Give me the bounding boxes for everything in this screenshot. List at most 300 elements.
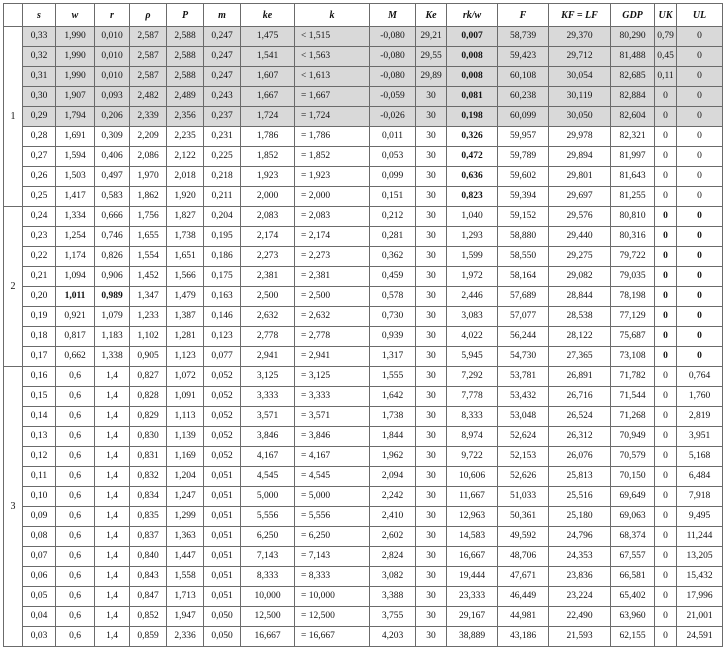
table-cell: 52,626 — [498, 467, 549, 487]
table-cell: 1,541 — [241, 47, 295, 67]
table-cell: 1,594 — [56, 147, 95, 167]
table-cell: 0,093 — [95, 87, 130, 107]
table-cell: 3,333 — [241, 387, 295, 407]
table-cell: 0,6 — [56, 387, 95, 407]
table-cell: 2,602 — [370, 527, 416, 547]
table-cell: 10,606 — [447, 467, 498, 487]
table-cell: 0,010 — [95, 27, 130, 47]
table-cell: 30 — [416, 487, 447, 507]
column-header-kf-lf: KF = LF — [549, 4, 611, 27]
table-cell: 79,035 — [611, 267, 655, 287]
table-row — [4, 307, 723, 327]
table-cell: 58,550 — [498, 247, 549, 267]
table-cell: 0,051 — [204, 467, 241, 487]
table-cell: 52,153 — [498, 447, 549, 467]
group-label: 2 — [4, 207, 23, 367]
table-cell: 1,691 — [56, 127, 95, 147]
table-cell: 0,211 — [204, 187, 241, 207]
table-cell: 30 — [416, 567, 447, 587]
table-cell: 0 — [677, 27, 723, 47]
table-cell: 0,04 — [23, 607, 56, 627]
table-cell: 59,602 — [498, 167, 549, 187]
table-cell: 0,764 — [677, 367, 723, 387]
table-cell: 29,576 — [549, 207, 611, 227]
table-cell: 11,244 — [677, 527, 723, 547]
table-cell: 8,333 — [447, 407, 498, 427]
table-cell: 2,122 — [167, 147, 204, 167]
table-cell: 0 — [677, 187, 723, 207]
group-label: 1 — [4, 27, 23, 207]
table-cell: 30 — [416, 367, 447, 387]
table-cell: 0 — [655, 247, 677, 267]
table-cell: 0,22 — [23, 247, 56, 267]
table-cell: 3,571 — [241, 407, 295, 427]
table-cell: 1,827 — [167, 207, 204, 227]
column-header-ke: ke — [241, 4, 295, 27]
table-cell: 0,31 — [23, 67, 56, 87]
table-cell: 0 — [655, 427, 677, 447]
table-cell: 62,155 — [611, 627, 655, 647]
table-cell: 26,524 — [549, 407, 611, 427]
table-cell: 65,402 — [611, 587, 655, 607]
table-cell: 0,45 — [655, 47, 677, 67]
table-cell: 0,186 — [204, 247, 241, 267]
table-cell: = 3,571 — [295, 407, 370, 427]
table-cell: 30 — [416, 407, 447, 427]
table-cell: = 5,556 — [295, 507, 370, 527]
table-cell: 1,293 — [447, 227, 498, 247]
table-cell: 1,4 — [95, 527, 130, 547]
table-cell: 0,11 — [655, 67, 677, 87]
table-cell: 0,05 — [23, 587, 56, 607]
table-row — [4, 387, 723, 407]
table-cell: 0,052 — [204, 407, 241, 427]
table-cell: 0,831 — [130, 447, 167, 467]
table-cell: 69,063 — [611, 507, 655, 527]
table-cell: 71,782 — [611, 367, 655, 387]
table-cell: 1,079 — [95, 307, 130, 327]
table-cell: 1,4 — [95, 547, 130, 567]
table-cell: 0,243 — [204, 87, 241, 107]
table-cell: 0,6 — [56, 627, 95, 647]
table-cell: = 10,000 — [295, 587, 370, 607]
table-cell: 30 — [416, 627, 447, 647]
table-cell: 0,07 — [23, 547, 56, 567]
table-cell: = 2,778 — [295, 327, 370, 347]
table-row — [4, 207, 723, 227]
table-cell: 0,636 — [447, 167, 498, 187]
table-cell: 0 — [677, 327, 723, 347]
table-cell: 30 — [416, 607, 447, 627]
table-cell: 0,472 — [447, 147, 498, 167]
table-cell: 2,381 — [241, 267, 295, 287]
table-cell: 38,889 — [447, 627, 498, 647]
table-cell: 0,829 — [130, 407, 167, 427]
table-row — [4, 327, 723, 347]
column-header-f: F — [498, 4, 549, 27]
column-header-w: w — [56, 4, 95, 27]
table-row — [4, 287, 723, 307]
table-cell: 0,906 — [95, 267, 130, 287]
table-cell: 0 — [655, 627, 677, 647]
table-cell: 0 — [655, 547, 677, 567]
table-cell: 30 — [416, 307, 447, 327]
table-cell: 2,587 — [130, 27, 167, 47]
table-cell: 2,632 — [241, 307, 295, 327]
table-cell: 0 — [677, 227, 723, 247]
table-cell: 0 — [655, 87, 677, 107]
table-cell: 75,687 — [611, 327, 655, 347]
table-cell: 1,363 — [167, 527, 204, 547]
table-cell: 1,923 — [241, 167, 295, 187]
table-row — [4, 247, 723, 267]
table-cell: 0,077 — [204, 347, 241, 367]
table-cell: 29,440 — [549, 227, 611, 247]
table-cell: < 1,515 — [295, 27, 370, 47]
table-cell: 0,835 — [130, 507, 167, 527]
table-cell: 21,001 — [677, 607, 723, 627]
table-cell: = 4,545 — [295, 467, 370, 487]
table-cell: 14,583 — [447, 527, 498, 547]
table-cell: 0,666 — [95, 207, 130, 227]
table-cell: 71,268 — [611, 407, 655, 427]
table-cell: 81,997 — [611, 147, 655, 167]
table-row — [4, 107, 723, 127]
table-cell: 0 — [655, 587, 677, 607]
table-cell: 1,479 — [167, 287, 204, 307]
table-cell: 2,588 — [167, 47, 204, 67]
table-cell: 30 — [416, 287, 447, 307]
table-cell: 0,28 — [23, 127, 56, 147]
table-cell: 0,247 — [204, 47, 241, 67]
table-cell: 2,410 — [370, 507, 416, 527]
table-cell: 1,281 — [167, 327, 204, 347]
table-cell: 0 — [655, 267, 677, 287]
table-cell: 1,947 — [167, 607, 204, 627]
data-table — [3, 3, 723, 647]
table-cell: 15,432 — [677, 567, 723, 587]
table-cell: 81,488 — [611, 47, 655, 67]
table-cell: 0 — [677, 167, 723, 187]
table-cell: 46,449 — [498, 587, 549, 607]
table-cell: 2,446 — [447, 287, 498, 307]
table-cell: 0,14 — [23, 407, 56, 427]
table-cell: 6,484 — [677, 467, 723, 487]
table-row — [4, 407, 723, 427]
table-cell: 1,169 — [167, 447, 204, 467]
table-row — [4, 227, 723, 247]
table-cell: 0,204 — [204, 207, 241, 227]
table-cell: 0,163 — [204, 287, 241, 307]
table-cell: = 6,250 — [295, 527, 370, 547]
table-cell: 30 — [416, 187, 447, 207]
column-header-big-ke: Ke — [416, 4, 447, 27]
table-cell: 63,960 — [611, 607, 655, 627]
table-cell: 30 — [416, 147, 447, 167]
table-cell: 60,108 — [498, 67, 549, 87]
table-cell: 60,099 — [498, 107, 549, 127]
table-cell: 0,247 — [204, 27, 241, 47]
table-cell: 0,837 — [130, 527, 167, 547]
table-cell: 16,667 — [241, 627, 295, 647]
table-cell: = 2,000 — [295, 187, 370, 207]
column-header-r: r — [95, 4, 130, 27]
table-cell: = 2,500 — [295, 287, 370, 307]
table-cell: 81,643 — [611, 167, 655, 187]
table-cell: 0,32 — [23, 47, 56, 67]
table-cell: 0,09 — [23, 507, 56, 527]
table-cell: = 1,923 — [295, 167, 370, 187]
table-cell: -0,059 — [370, 87, 416, 107]
table-cell: 0,195 — [204, 227, 241, 247]
table-cell: 30,050 — [549, 107, 611, 127]
table-cell: 0,099 — [370, 167, 416, 187]
table-cell: 0 — [677, 307, 723, 327]
table-row — [4, 47, 723, 67]
table-row — [4, 267, 723, 287]
table-cell: 2,235 — [167, 127, 204, 147]
table-cell: 0,081 — [447, 87, 498, 107]
table-cell: 0,827 — [130, 367, 167, 387]
table-cell: 0,247 — [204, 67, 241, 87]
table-cell: 6,250 — [241, 527, 295, 547]
table-cell: -0,026 — [370, 107, 416, 127]
table-cell: 30 — [416, 587, 447, 607]
table-cell: 68,374 — [611, 527, 655, 547]
table-cell: 58,739 — [498, 27, 549, 47]
table-cell: 1,102 — [130, 327, 167, 347]
table-cell: 30 — [416, 247, 447, 267]
table-cell: 1,4 — [95, 587, 130, 607]
table-cell: 1,844 — [370, 427, 416, 447]
table-cell: 2,588 — [167, 27, 204, 47]
table-cell: 0,27 — [23, 147, 56, 167]
table-cell: 82,321 — [611, 127, 655, 147]
table-cell: 2,242 — [370, 487, 416, 507]
table-cell: 1,852 — [241, 147, 295, 167]
table-cell: 12,963 — [447, 507, 498, 527]
table-cell: 0,6 — [56, 587, 95, 607]
table-cell: 29,978 — [549, 127, 611, 147]
table-cell: 0,151 — [370, 187, 416, 207]
table-cell: 26,076 — [549, 447, 611, 467]
table-cell: 0,939 — [370, 327, 416, 347]
table-cell: 30 — [416, 127, 447, 147]
table-cell: 0,6 — [56, 527, 95, 547]
table-cell: 0,008 — [447, 47, 498, 67]
table-cell: 58,880 — [498, 227, 549, 247]
table-cell: 0,6 — [56, 467, 95, 487]
column-header-big-m: M — [370, 4, 416, 27]
table-cell: 71,544 — [611, 387, 655, 407]
table-cell: 0,6 — [56, 507, 95, 527]
table-cell: 2,489 — [167, 87, 204, 107]
table-cell: 67,557 — [611, 547, 655, 567]
table-cell: 1,347 — [130, 287, 167, 307]
table-cell: = 4,167 — [295, 447, 370, 467]
table-cell: 1,667 — [241, 87, 295, 107]
table-cell: 56,244 — [498, 327, 549, 347]
table-cell: 1,094 — [56, 267, 95, 287]
column-header-k: k — [295, 4, 370, 27]
column-header-uk: UK — [655, 4, 677, 27]
table-cell: 0,010 — [95, 47, 130, 67]
table-cell: 0 — [655, 487, 677, 507]
table-cell: 59,423 — [498, 47, 549, 67]
table-cell: 0 — [655, 527, 677, 547]
table-cell: 8,333 — [241, 567, 295, 587]
table-cell: 12,500 — [241, 607, 295, 627]
table-cell: 0,051 — [204, 507, 241, 527]
table-cell: 1,990 — [56, 47, 95, 67]
table-cell: 47,671 — [498, 567, 549, 587]
table-cell: = 1,852 — [295, 147, 370, 167]
table-cell: 2,819 — [677, 407, 723, 427]
table-row — [4, 467, 723, 487]
table-cell: 82,685 — [611, 67, 655, 87]
table-cell: 1,786 — [241, 127, 295, 147]
table-cell: 1,503 — [56, 167, 95, 187]
table-cell: 0 — [655, 127, 677, 147]
table-cell: 0,989 — [95, 287, 130, 307]
table-cell: 79,722 — [611, 247, 655, 267]
table-cell: 0,050 — [204, 607, 241, 627]
table-cell: 0 — [677, 267, 723, 287]
table-cell: 1,794 — [56, 107, 95, 127]
table-cell: 28,122 — [549, 327, 611, 347]
table-cell: 3,082 — [370, 567, 416, 587]
table-cell: 0,6 — [56, 607, 95, 627]
table-cell: 59,789 — [498, 147, 549, 167]
table-cell: 0 — [655, 507, 677, 527]
table-cell: 25,180 — [549, 507, 611, 527]
table-cell: 0,123 — [204, 327, 241, 347]
table-cell: 17,996 — [677, 587, 723, 607]
table-cell: 29,89 — [416, 67, 447, 87]
table-cell: = 5,000 — [295, 487, 370, 507]
table-row — [4, 547, 723, 567]
table-cell: 1,317 — [370, 347, 416, 367]
table-cell: 0 — [677, 147, 723, 167]
table-cell: 0,859 — [130, 627, 167, 647]
table-cell: 0 — [655, 167, 677, 187]
table-cell: 25,516 — [549, 487, 611, 507]
table-cell: 52,624 — [498, 427, 549, 447]
table-cell: 0,225 — [204, 147, 241, 167]
column-header-m: m — [204, 4, 241, 27]
table-cell: 2,587 — [130, 67, 167, 87]
table-cell: 51,033 — [498, 487, 549, 507]
table-cell: -0,080 — [370, 27, 416, 47]
table-cell: 0,051 — [204, 587, 241, 607]
table-cell: 2,824 — [370, 547, 416, 567]
column-header-rk-w: rk/w — [447, 4, 498, 27]
table-cell: 2,174 — [241, 227, 295, 247]
table-cell: 1,233 — [130, 307, 167, 327]
table-cell: 2,273 — [241, 247, 295, 267]
table-cell: 1,760 — [677, 387, 723, 407]
table-cell: 0 — [677, 87, 723, 107]
table-cell: 4,203 — [370, 627, 416, 647]
table-cell: 0,832 — [130, 467, 167, 487]
table-cell: 1,970 — [130, 167, 167, 187]
table-cell: 44,981 — [498, 607, 549, 627]
table-cell: 1,862 — [130, 187, 167, 207]
table-cell: 1,4 — [95, 567, 130, 587]
table-cell: 3,125 — [241, 367, 295, 387]
table-cell: 1,387 — [167, 307, 204, 327]
table-cell: 1,447 — [167, 547, 204, 567]
table-cell: 0,06 — [23, 567, 56, 587]
table-cell: 0,237 — [204, 107, 241, 127]
table-cell: 1,091 — [167, 387, 204, 407]
table-cell: 26,312 — [549, 427, 611, 447]
table-cell: 1,174 — [56, 247, 95, 267]
table-cell: 24,796 — [549, 527, 611, 547]
table-cell: 70,150 — [611, 467, 655, 487]
table-cell: 0 — [655, 187, 677, 207]
table-cell: 23,224 — [549, 587, 611, 607]
table-cell: 2,588 — [167, 67, 204, 87]
table-cell: 0,830 — [130, 427, 167, 447]
table-cell: 0 — [677, 207, 723, 227]
table-cell: 1,183 — [95, 327, 130, 347]
table-cell: 1,204 — [167, 467, 204, 487]
table-cell: 0,6 — [56, 407, 95, 427]
table-cell: 2,086 — [130, 147, 167, 167]
table-cell: 0,206 — [95, 107, 130, 127]
table-row — [4, 447, 723, 467]
table-cell: 3,951 — [677, 427, 723, 447]
table-cell: 1,738 — [370, 407, 416, 427]
table-cell: 0,10 — [23, 487, 56, 507]
table-cell: 9,722 — [447, 447, 498, 467]
table-cell: 0 — [655, 387, 677, 407]
table-cell: 0,16 — [23, 367, 56, 387]
table-cell: 0,852 — [130, 607, 167, 627]
table-cell: 1,756 — [130, 207, 167, 227]
table-cell: 0,326 — [447, 127, 498, 147]
table-cell: 1,655 — [130, 227, 167, 247]
table-cell: 25,813 — [549, 467, 611, 487]
table-cell: 0,840 — [130, 547, 167, 567]
table-cell: 1,4 — [95, 407, 130, 427]
page — [3, 3, 723, 647]
table-cell: = 2,941 — [295, 347, 370, 367]
table-cell: 48,706 — [498, 547, 549, 567]
table-cell: 0,052 — [204, 367, 241, 387]
table-cell: 0 — [677, 67, 723, 87]
table-cell: = 1,667 — [295, 87, 370, 107]
table-cell: = 12,500 — [295, 607, 370, 627]
table-cell: 30 — [416, 527, 447, 547]
table-row — [4, 347, 723, 367]
table-cell: 53,432 — [498, 387, 549, 407]
table-cell: 21,593 — [549, 627, 611, 647]
table-cell: 30 — [416, 547, 447, 567]
table-cell: 0,6 — [56, 547, 95, 567]
table-cell: 30 — [416, 207, 447, 227]
table-cell: 30 — [416, 427, 447, 447]
table-cell: = 2,083 — [295, 207, 370, 227]
table-cell: 3,846 — [241, 427, 295, 447]
table-cell: 3,083 — [447, 307, 498, 327]
table-row — [4, 487, 723, 507]
table-row — [4, 627, 723, 647]
table-cell: 0 — [655, 407, 677, 427]
table-cell: 0 — [655, 467, 677, 487]
table-cell: 0,826 — [95, 247, 130, 267]
